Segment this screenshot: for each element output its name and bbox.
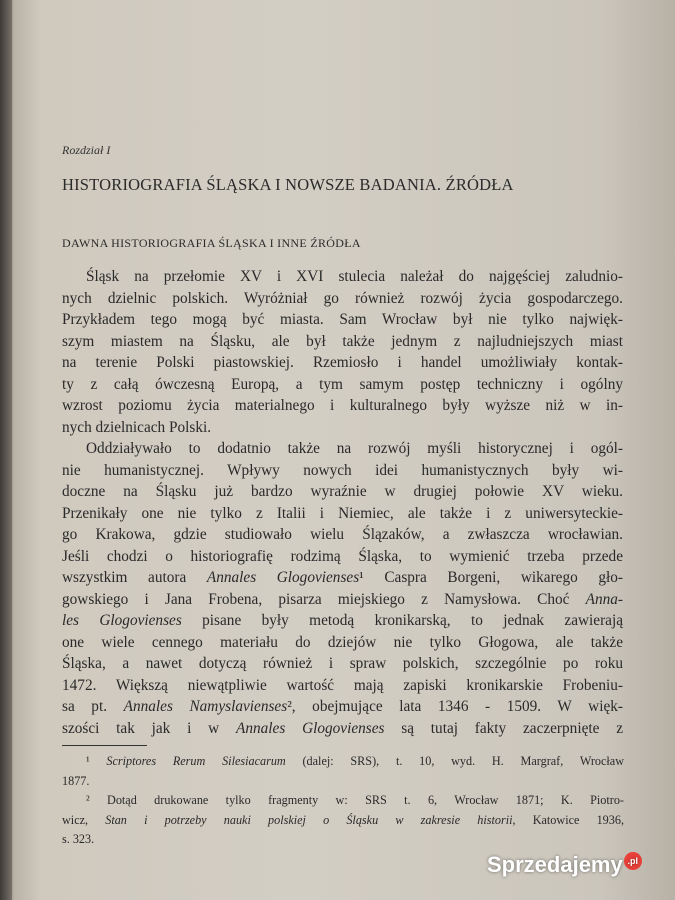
- text-run: Przenikały one nie tylko z Italii i Niemiec, ale także i z uniwersyteckie-: [62, 504, 623, 522]
- italic-title: Annales Glogovienses: [236, 719, 385, 737]
- text-run: wicz,: [62, 812, 106, 827]
- text-run: 1877.: [62, 773, 90, 788]
- chapter-label: Rozdział I: [62, 143, 111, 157]
- text-run: s. 323.: [62, 832, 95, 846]
- body-text: [62, 266, 623, 739]
- text-run: one wiele cennego materiału do dziejów nie tylko Głogowa, ale także: [62, 633, 623, 651]
- text-run: Śląska, a nawet dotyczą również i spraw polskich, szczególnie po roku: [62, 655, 623, 672]
- text-run: wzrost poziomu życia materialnego i kulturalnego były wyższe niż w in-: [62, 397, 623, 414]
- text-run: ², obejmujące lata 1346 - 1509. W więk-: [287, 698, 623, 715]
- body-line: [62, 352, 623, 374]
- body-line: [62, 503, 623, 525]
- text-run: wszystkim autora: [62, 569, 207, 586]
- body-line: [62, 266, 623, 288]
- body-line: [62, 589, 623, 611]
- body-line: [62, 288, 623, 310]
- watermark-brand: Sprzedajemy: [487, 852, 623, 877]
- body-line: [62, 481, 623, 503]
- body-line: [62, 309, 623, 331]
- italic-title: Annales Glogovienses: [206, 569, 360, 586]
- footnote-divider: [62, 745, 147, 746]
- watermark-logo: [487, 852, 642, 878]
- body-line: [62, 696, 623, 718]
- text-run: ty z całą ówczesną Europą, a tym samym postęp techniczny i ogólny: [62, 375, 623, 393]
- italic-title: Scriptores Rerum Silesiacarum: [106, 754, 286, 768]
- text-run: nych dzielnicach Polski.: [62, 418, 212, 436]
- text-run: są tutaj fakty zaczerpnięte z: [384, 719, 623, 737]
- text-run: na terenie Polski piastowskiej. Rzemiosło i handel umożliwiały kontak-: [62, 354, 623, 371]
- text-run: doczne na Śląsku już bardzo wyraźnie w drugiej połowie XV wieku.: [62, 483, 623, 500]
- text-run: go Krakowa, gdzie studiowało wielu Ślązaków, a zwłaszcza wrocławian.: [62, 526, 623, 543]
- text-run: pisane były metodą kronikarską, to jednak zawierają: [181, 612, 623, 629]
- footnotes: [62, 752, 624, 850]
- italic-title: Stan i potrzeby nauki polskiej o Śląsku w zakresie historii: [105, 812, 513, 827]
- text-run: ¹ Caspra Borgeni, wikarego gło-: [359, 569, 623, 586]
- chapter-title: HISTORIOGRAFIA ŚLĄSKA I NOWSZE BADANIA. ŹRÓDŁA: [62, 175, 514, 194]
- body-line: [62, 374, 623, 396]
- text-run: (dalej: SRS), t. 10, wyd. H. Margraf, Wrocław: [285, 754, 625, 768]
- body-line: [62, 438, 623, 460]
- body-line: [62, 460, 623, 482]
- footnote-line: [62, 830, 624, 850]
- text-run: szości tak jak i w: [62, 719, 236, 737]
- section-title: DAWNA HISTORIOGRAFIA ŚLĄSKA I INNE ŹRÓDŁA: [62, 236, 361, 250]
- watermark-badge: .pl: [624, 852, 642, 870]
- text-run: szym miastem na Śląsku, ale był także jednym z najludniejszych miast: [62, 332, 623, 350]
- book-spine-shadow: [0, 0, 12, 900]
- text-run: Oddziaływało to dodatnio także na rozwój myśli historycznej i ogól-: [86, 440, 623, 457]
- footnote-line: [62, 752, 624, 772]
- body-line: [62, 653, 623, 675]
- text-run: nych dzielnic polskich. Wyróżniał go również rozwój życia gospodarczego.: [62, 289, 623, 307]
- body-line: [62, 567, 623, 589]
- text-run: Przykładem tego mogą być miasta. Sam Wrocław był nie tylko najwięk-: [62, 311, 623, 328]
- text-run: 1472. Większą niewątpliwie wartość mają zapiski kronikarskie Frobeniu-: [62, 676, 623, 694]
- body-line: [62, 395, 623, 417]
- italic-title: les Glogovienses: [62, 612, 182, 629]
- text-run: gowskiego i Jana Frobena, pisarza miejskiego z Namysłowa. Choć: [62, 590, 586, 608]
- footnote-line: [62, 772, 624, 792]
- italic-title: Anna-: [585, 590, 623, 608]
- body-line: [62, 610, 623, 632]
- body-line: [62, 546, 623, 568]
- body-line: [62, 331, 623, 353]
- body-line: [62, 675, 623, 697]
- text-run: ² Dotąd drukowane tylko fragmenty w: SRS t. 6, Wrocław 1871; K. Piotro-: [86, 793, 624, 807]
- body-line: [62, 417, 623, 439]
- body-line: [62, 524, 623, 546]
- italic-title: Annales Namyslavienses: [123, 698, 288, 715]
- footnote-line: [62, 791, 624, 811]
- text-run: ¹: [86, 754, 107, 768]
- body-line: [62, 718, 623, 740]
- text-run: Jeśli chodzi o historiografię rodzimą Śląska, to wymienić trzeba przede: [62, 547, 623, 565]
- footnote-line: [62, 811, 624, 831]
- body-line: [62, 632, 623, 654]
- text-run: Śląsk na przełomie XV i XVI stulecia należał do najgęściej zaludnio-: [86, 268, 623, 285]
- text-run: sa pt.: [62, 698, 124, 715]
- text-run: nie humanistycznej. Wpływy nowych idei humanistycznych były wi-: [62, 461, 623, 479]
- text-run: , Katowice 1936,: [512, 812, 624, 827]
